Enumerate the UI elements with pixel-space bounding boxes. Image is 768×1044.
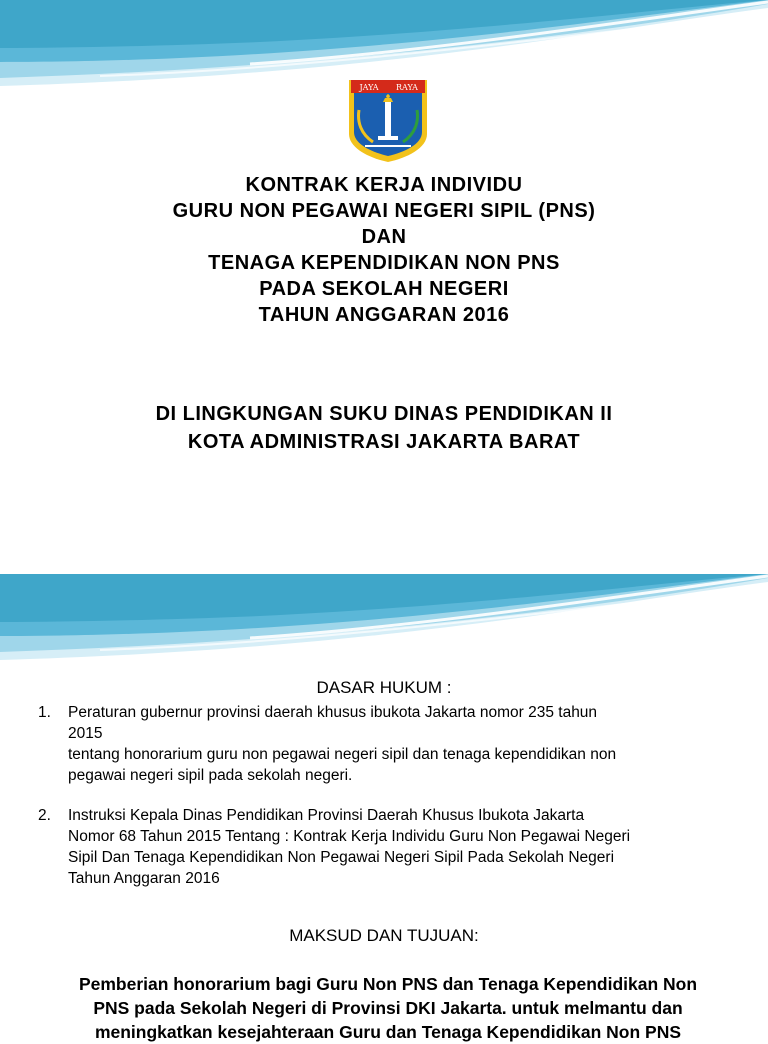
- list-item-line: pegawai negeri sipil pada sekolah negeri.: [68, 767, 353, 784]
- list-item-line: Tahun Anggaran 2016: [68, 870, 220, 887]
- list-item: [38, 702, 738, 786]
- title-line: TAHUN ANGGARAN 2016: [258, 304, 510, 326]
- title-line: TENAGA KEPENDIDIKAN NON PNS: [208, 252, 560, 274]
- title-line: DAN: [361, 226, 407, 248]
- subtitle-line: DI LINGKUNGAN SUKU DINAS PENDIDIKAN II: [155, 403, 613, 425]
- svg-text:RAYA: RAYA: [396, 83, 418, 92]
- document-subtitle: [0, 400, 768, 456]
- purpose-line: PNS pada Sekolah Negeri di Provinsi DKI Jakarta. untuk melmantu dan: [93, 998, 683, 1018]
- slide-divider: [0, 566, 768, 574]
- maksud-tujuan-heading: MAKSUD DAN TUJUAN:: [289, 926, 479, 945]
- title-line: GURU NON PEGAWAI NEGERI SIPIL (PNS): [172, 200, 596, 222]
- jaya-raya-emblem-icon: [345, 76, 431, 164]
- dasar-hukum-heading: DASAR HUKUM :: [316, 678, 452, 697]
- purpose-line: meningkatkan kesejahteraan Guru dan Tenaga Kependidikan Non PNS: [94, 1022, 682, 1042]
- purpose-text: [38, 972, 738, 1044]
- slide-legal-basis: [0, 574, 768, 1042]
- list-item-line: Peraturan gubernur provinsi daerah khusus ibukota Jakarta nomor 235 tahun: [68, 704, 598, 721]
- list-item-number: 2.: [38, 807, 51, 824]
- list-item-line: 2015: [68, 725, 103, 742]
- list-item-number: 1.: [38, 704, 51, 721]
- list-item-line: Sipil Dan Tenaga Kependidikan Non Pegawai Negeri Sipil Pada Sekolah Negeri: [68, 849, 615, 866]
- list-item: [38, 805, 738, 889]
- subtitle-line: KOTA ADMINISTRASI JAKARTA BARAT: [187, 431, 581, 453]
- svg-text:JAYA: JAYA: [359, 83, 379, 92]
- list-item-line: tentang honorarium guru non pegawai negeri sipil dan tenaga kependidikan non: [68, 746, 617, 763]
- document-title: [0, 172, 768, 328]
- list-item-line: Instruksi Kepala Dinas Pendidikan Provinsi Daerah Khusus Ibukota Jakarta: [68, 807, 585, 824]
- list-item-line: Nomor 68 Tahun 2015 Tentang : Kontrak Kerja Individu Guru Non Pegawai Negeri: [68, 828, 631, 845]
- wave-decoration: [0, 574, 768, 674]
- title-line: PADA SEKOLAH NEGERI: [259, 278, 509, 300]
- purpose-line: Pemberian honorarium bagi Guru Non PNS dan Tenaga Kependidikan Non: [78, 974, 698, 994]
- legal-basis-list: [38, 702, 738, 908]
- title-line: KONTRAK KERJA INDIVIDU: [245, 174, 523, 196]
